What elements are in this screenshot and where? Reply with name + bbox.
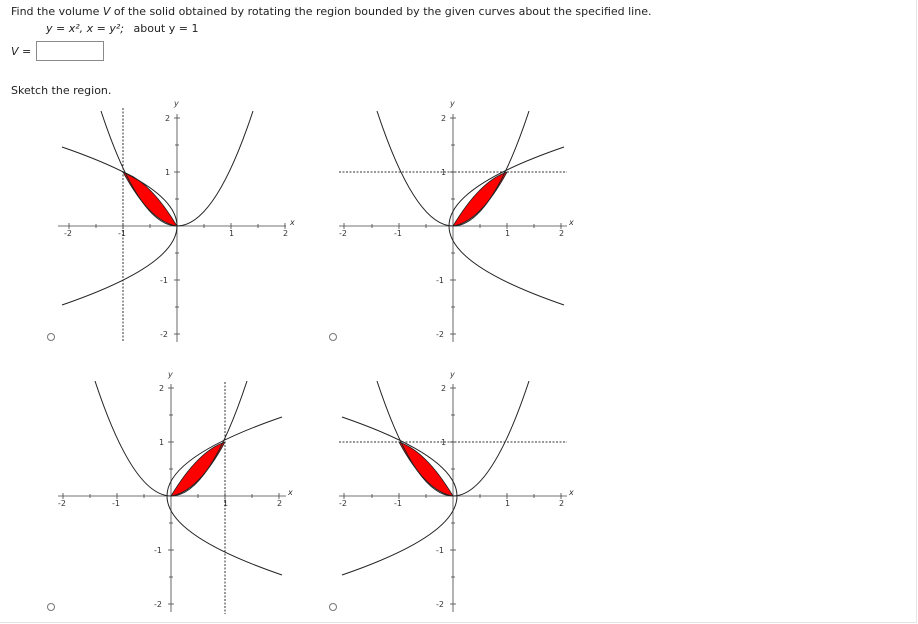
shaded-region	[453, 172, 507, 226]
option-c-graph	[52, 370, 294, 616]
x-tick-label: 2	[283, 229, 289, 238]
y-tick-label: 2	[165, 114, 171, 123]
x-tick-label: 2	[559, 499, 565, 508]
y-tick-label: 1	[441, 168, 447, 177]
y-tick-label: 2	[441, 114, 447, 123]
x-tick-label: 2	[277, 499, 283, 508]
y-tick-label: 1	[159, 438, 165, 447]
sketch-instruction: Sketch the region.	[11, 84, 112, 97]
x-tick-label: -2	[339, 229, 347, 238]
option-b-plot	[333, 98, 575, 344]
option-a-graph	[52, 98, 294, 344]
y-axis-label: y	[450, 99, 455, 108]
y-tick-label: -2	[154, 600, 162, 609]
y-axis	[168, 384, 174, 612]
curve-1: y = x²,	[46, 22, 87, 35]
y-tick-label: -1	[436, 276, 444, 285]
question-text: Find the volume V of the solid obtained by rotating the region bounded by the given curves about the specified line.	[11, 5, 652, 18]
volume-answer-input[interactable]	[36, 41, 104, 61]
y-tick-label: -2	[436, 330, 444, 339]
option-d-radio[interactable]	[329, 603, 337, 611]
x-tick-label: 1	[229, 229, 235, 238]
option-d-graph	[333, 370, 575, 616]
option-d-plot	[333, 370, 575, 616]
y-axis	[450, 384, 456, 612]
y-axis	[450, 114, 456, 342]
y-tick-label: -2	[436, 600, 444, 609]
y-tick-label: 2	[441, 384, 447, 393]
curve-2: x = y²;	[86, 22, 124, 35]
volume-label: V =	[11, 44, 32, 58]
equations	[46, 22, 198, 35]
x-tick-label: -1	[118, 229, 126, 238]
answer-row	[11, 41, 104, 61]
x-tick-label: 1	[223, 499, 229, 508]
x-tick-label: -1	[112, 499, 120, 508]
option-a-plot	[52, 98, 294, 344]
y-axis-label: y	[168, 370, 173, 379]
x-axis-label: x	[569, 218, 574, 227]
x-axis-label: x	[290, 218, 295, 227]
x-tick-label: -1	[394, 499, 402, 508]
x-tick-label: 1	[505, 229, 511, 238]
x-axis-label: x	[569, 488, 574, 497]
option-b-graph	[333, 98, 575, 344]
x-axis-label: x	[288, 488, 293, 497]
x-tick-label: -1	[394, 229, 402, 238]
shaded-region	[123, 172, 177, 226]
y-tick-label: 1	[165, 168, 171, 177]
shaded-region	[171, 442, 225, 496]
shaded-region	[399, 442, 453, 496]
option-c-radio[interactable]	[47, 603, 55, 611]
rotation-axis: about y = 1	[133, 22, 199, 35]
option-a-radio[interactable]	[47, 333, 55, 341]
y-tick-label: -1	[436, 546, 444, 555]
x-tick-label: 2	[559, 229, 565, 238]
option-c-plot	[52, 370, 294, 616]
y-tick-label: -1	[154, 546, 162, 555]
y-tick-label: 2	[159, 384, 165, 393]
x-tick-label: -2	[64, 229, 72, 238]
option-b-radio[interactable]	[329, 333, 337, 341]
y-axis-label: y	[450, 370, 455, 379]
x-tick-label: -2	[58, 499, 66, 508]
y-tick-label: -2	[160, 330, 168, 339]
y-tick-label: 1	[441, 438, 447, 447]
y-tick-label: -1	[160, 276, 168, 285]
x-tick-label: 1	[505, 499, 511, 508]
y-axis-label: y	[174, 99, 179, 108]
x-tick-label: -2	[339, 499, 347, 508]
